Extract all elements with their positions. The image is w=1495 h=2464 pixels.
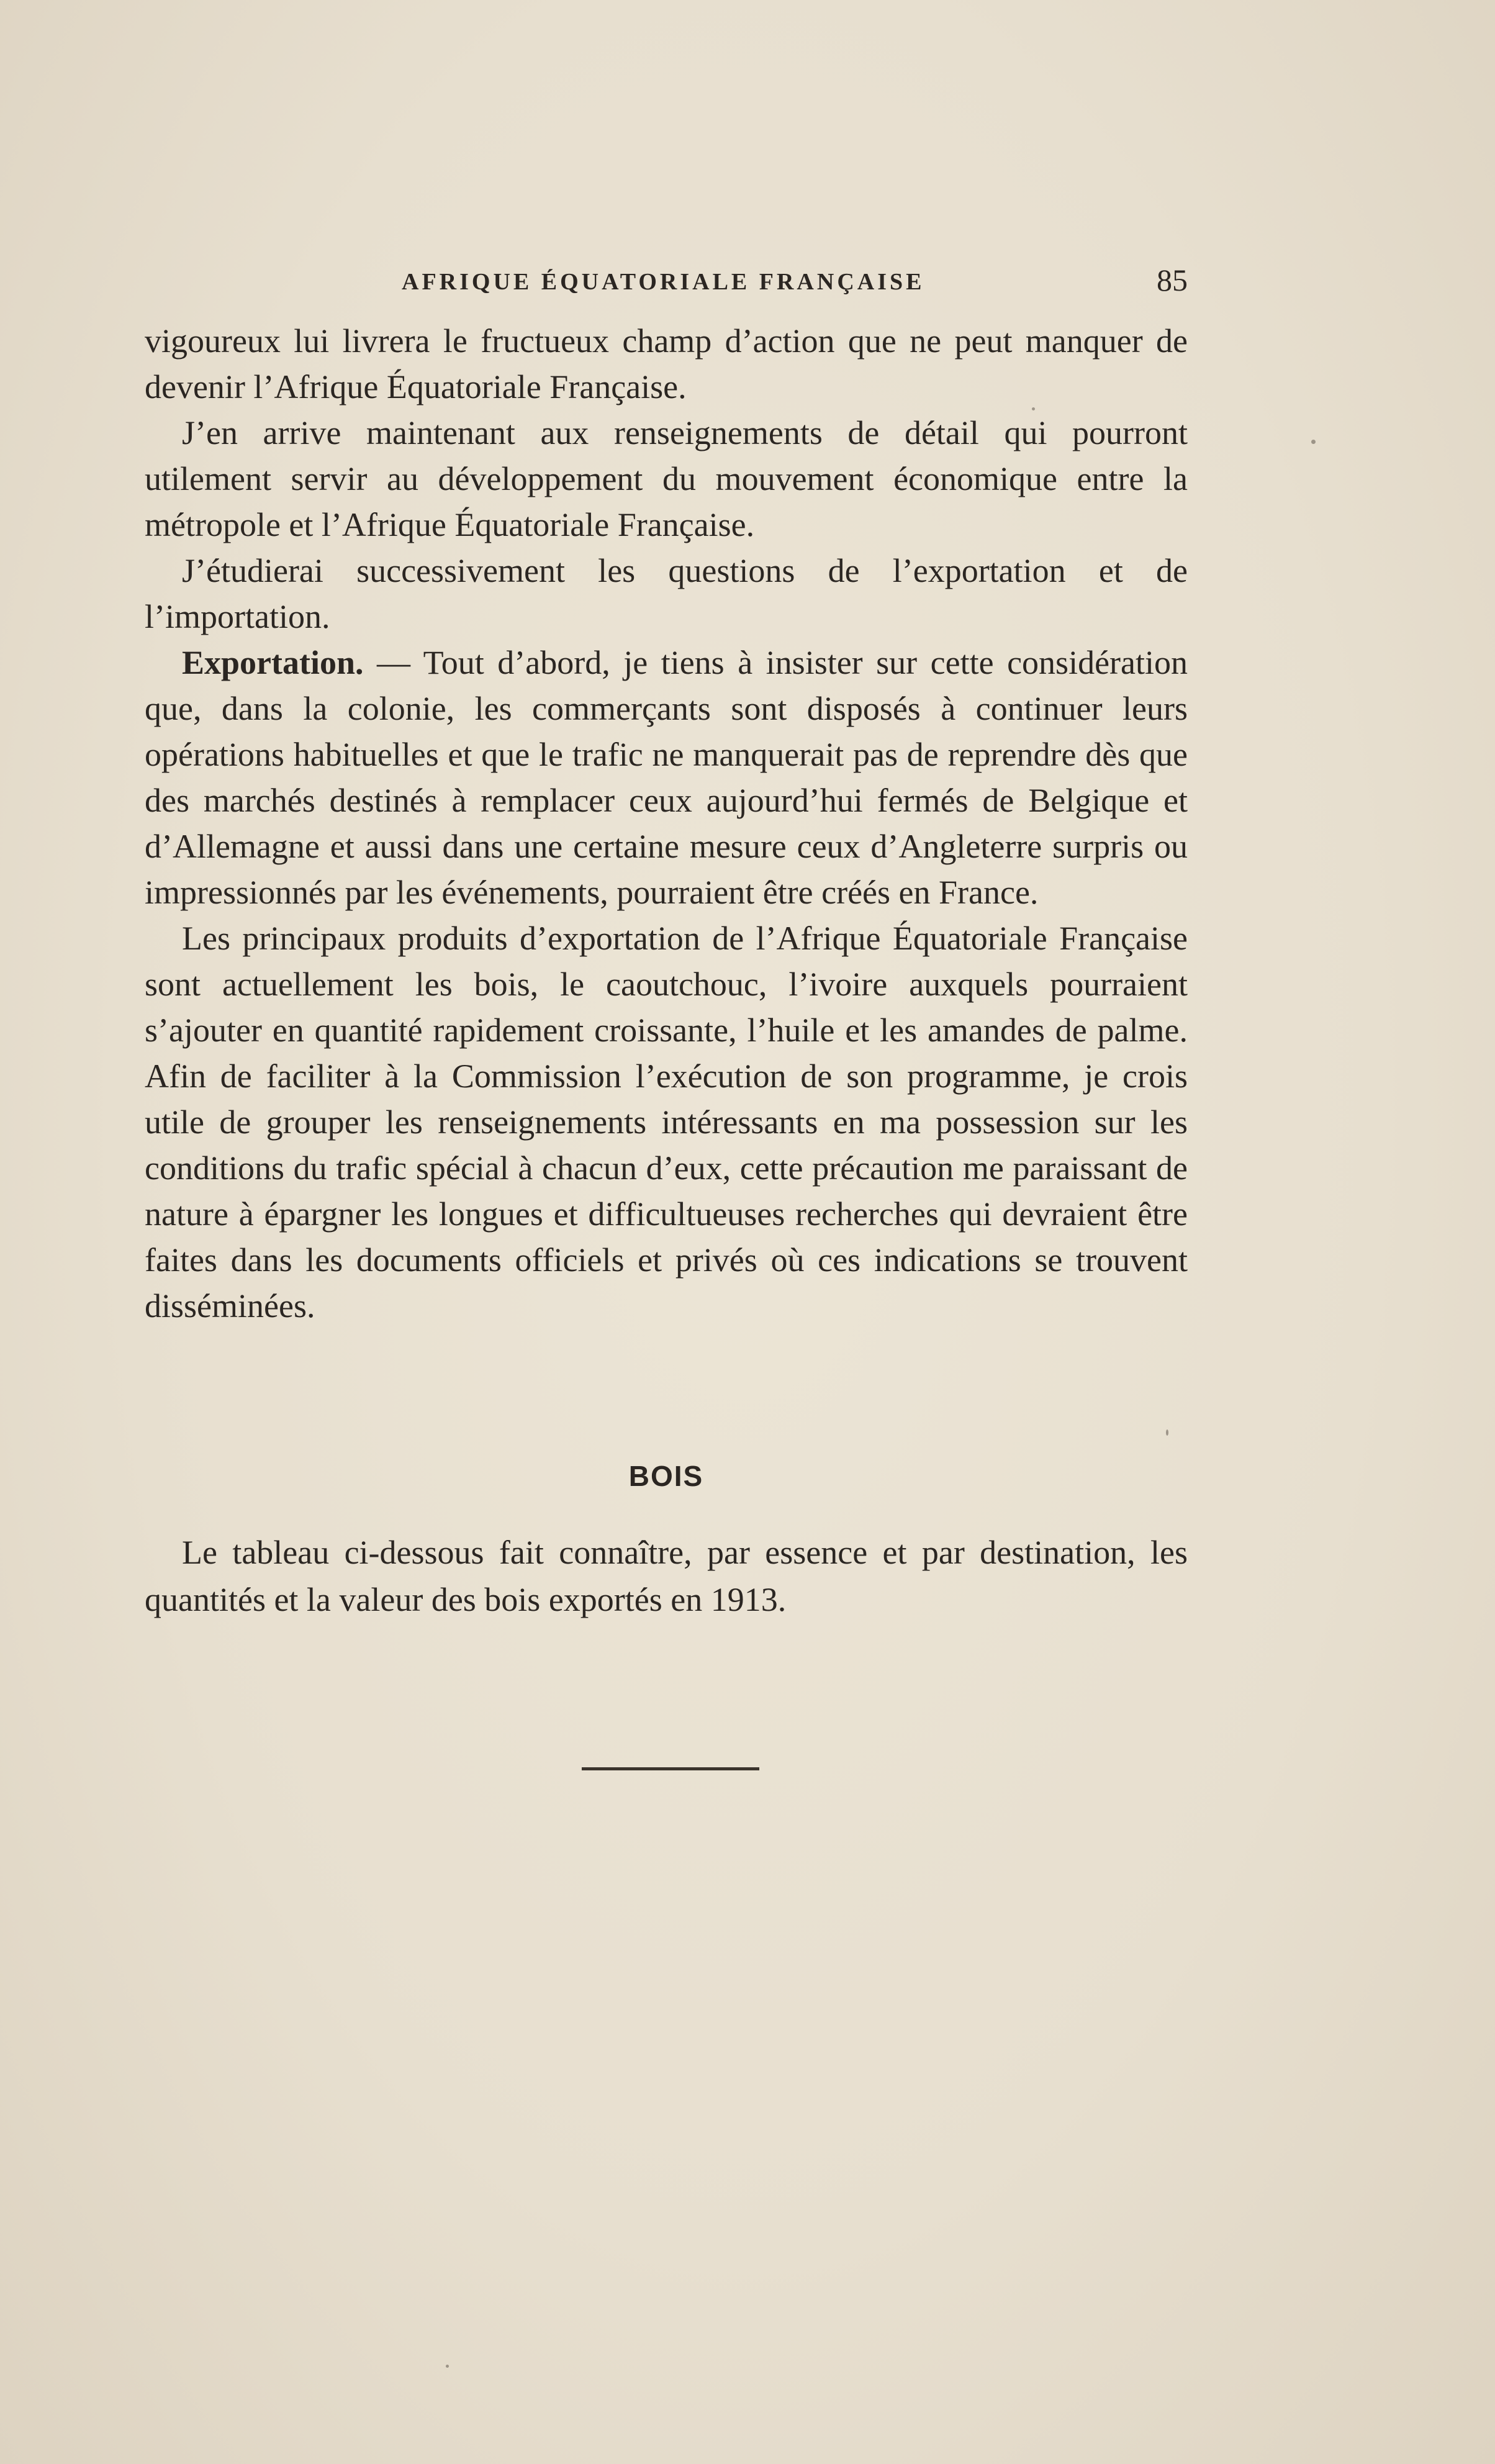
paragraph-tableau: Le tableau ci-dessous fait connaître, par essence et par destination, les quantités et la valeur des bois exportés en 1913. bbox=[145, 1534, 1188, 1618]
paper-speck bbox=[1311, 440, 1316, 444]
paper-speck bbox=[1166, 1429, 1168, 1436]
running-title: AFRIQUE ÉQUATORIALE FRANÇAISE bbox=[402, 269, 925, 295]
paragraph-renseignements: J’en arrive maintenant aux renseignements de détail qui pourront utilement servir au développement du mouvement économique entre la métropole et l’Afrique Équatoriale Française. bbox=[145, 414, 1188, 543]
paper-speck bbox=[1032, 407, 1035, 410]
section-title-bois: BOIS bbox=[628, 1460, 704, 1492]
paper-speck bbox=[446, 2365, 449, 2368]
page-number: 85 bbox=[1157, 263, 1188, 297]
paragraph-continuation: vigoureux lui livrera le fructueux champ d’action que ne peut manquer de devenir l’Afrique Équatoriale Française. bbox=[145, 322, 1188, 405]
paragraph-produits: Les principaux produits d’exportation de l’Afrique Équatoriale Française sont actuellement les bois, le caoutchouc, l’ivoire auxquels pourraient s’ajouter en quantité rapidement croissante, l’huile et les amandes de palme. Afin de faciliter à la Commission l’exécution de son programme, je crois utile de grouper les renseignements intéressants en ma possession sur les conditions du trafic spécial à chacun d’eux, cette précaution me paraissant de nature à épargner les longues et difficultueuses recherches qui devraient être faites dans les documents officiels et privés où ces indications se trouvent disséminées. bbox=[145, 920, 1188, 1325]
main-text bbox=[145, 318, 1188, 1329]
section-text bbox=[145, 1529, 1188, 1623]
page-header bbox=[145, 261, 1188, 304]
exportation-heading: Exportation. bbox=[182, 644, 364, 681]
end-rule bbox=[582, 1767, 759, 1770]
paragraph-exportation bbox=[145, 640, 1188, 915]
paragraph-etudierai: J’étudierai successivement les questions de l’exportation et de l’importation. bbox=[145, 552, 1188, 635]
exportation-text: — Tout d’abord, je tiens à insister sur cette considération que, dans la colonie, les commerçants sont disposés à continuer leurs opérations habituelles et que le trafic ne manquerait pas de reprendre dès que des marchés destinés à remplacer ceux aujourd’hui fermés de Belgique et d’Allemagne et aussi dans une certaine mesure ceux d’Angleterre surpris ou impressionnés par les événements, pourraient être créés en France. bbox=[145, 644, 1188, 911]
